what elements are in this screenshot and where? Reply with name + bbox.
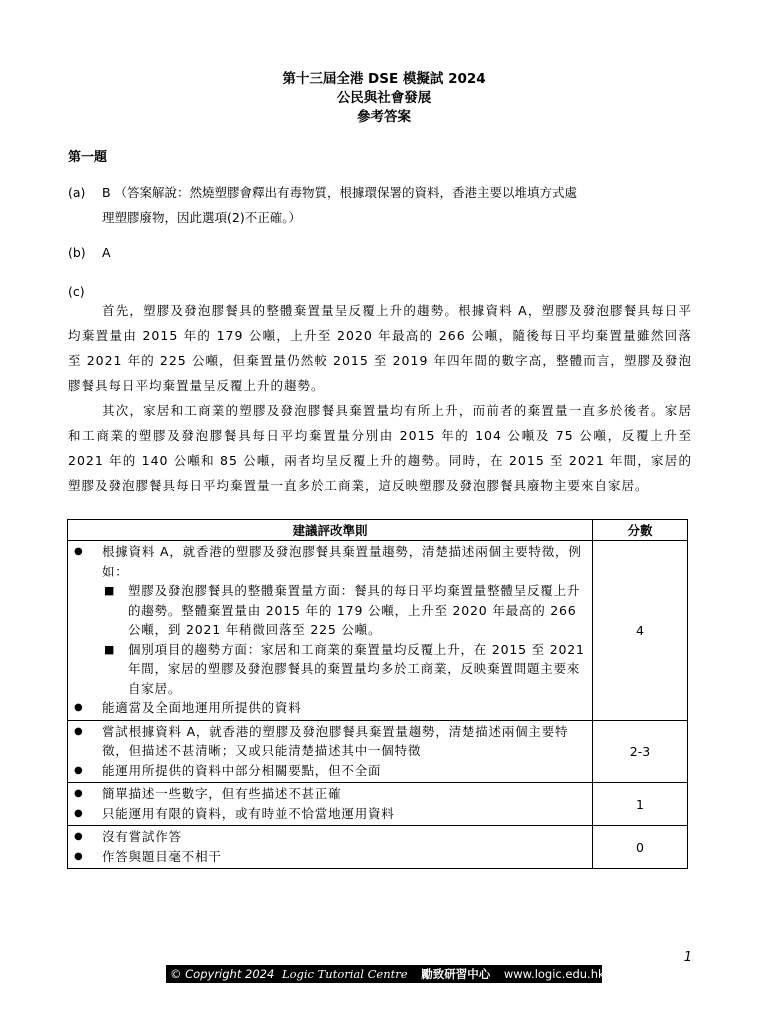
marking-rubric-table <box>67 519 688 869</box>
criterion-text: 作答與題目毫不相干 <box>102 848 222 864</box>
rubric-header-criteria: 建議評改準則 <box>68 520 593 541</box>
answer-c-paragraph-2 <box>68 398 692 498</box>
criterion-text: 沒有嘗試作答 <box>102 829 182 844</box>
bullet-dot-icon: ● <box>74 807 84 819</box>
bullet-dot-icon: ● <box>74 831 84 842</box>
bullet-dot-icon: ● <box>74 725 84 737</box>
bullet-dot-icon: ● <box>74 788 84 799</box>
answer-a-text: B （答案解說：然燒塑膠會釋出有毒物質，根據環保署的資料，香港主要以堆填方式處 <box>102 185 578 200</box>
rubric-header-row <box>68 520 688 541</box>
rubric-header-score: 分數 <box>593 520 688 541</box>
answer-c-label: (c) <box>68 284 85 299</box>
subject-title: 公民與社會發展 <box>336 90 432 106</box>
answer-c-paragraph-1 <box>68 298 692 398</box>
answer-b-text: A <box>102 245 111 260</box>
website-url: www.logic.edu.hk <box>503 967 605 981</box>
bullet-dot-icon: ● <box>74 702 84 713</box>
score-cell: 1 <box>593 783 688 826</box>
brand-chinese-name: 勵致研習中心 <box>421 967 491 981</box>
score-cell: 0 <box>593 826 688 869</box>
criterion-text: 能運用所提供的資料中部分相關要點，但不全面 <box>102 762 382 778</box>
answer-a <box>68 180 692 230</box>
section-heading: 第一題 <box>68 150 108 165</box>
paragraph-1-text: 首先，塑膠及發泡膠餐具的整體棄置量呈反覆上升的趨勢。根據資料 A，塑膠及發泡膠餐具每日平均棄置量由 2015 年的 179 公噸，上升至 2020 年最高的 266 公噸，隨後每日平均棄置量雖然回落至 2021 年的 225 公噸，但棄置量仍然較 2015 至 2019 年四年間的數字高，整體而言，塑膠及發泡膠餐具每日平均棄置量呈反覆上升的趨勢。 <box>68 303 692 393</box>
criterion-sub-text: 塑膠及發泡膠餐具的整體棄置量方面：餐具的每日平均棄置量整體呈反覆上升的趨勢。整體棄置量由 2015 年的 179 公噸，上升至 2020 年最高的 266 公噸，到 2021 年稍微回落至 225 公噸。 <box>128 583 581 637</box>
bullet-dot-icon: ● <box>74 850 84 862</box>
bullet-dot-icon: ● <box>74 546 84 557</box>
answer-b-label: (b) <box>68 245 86 260</box>
criterion-sub-text: 個別項目的趨勢方面：家居和工商業的棄置量均反覆上升，在 2015 至 2021 年間，家居的塑膠及發泡膠餐具的棄置量均多於工商業，反映棄置問題主要來自家居。 <box>128 641 585 696</box>
answer-b <box>68 240 692 265</box>
rubric-row-level-1 <box>68 783 688 826</box>
brand-name: Logic Tutorial Centre <box>281 967 408 981</box>
bullet-dot-icon: ● <box>74 764 84 776</box>
copyright-text: © Copyright 2024 <box>170 967 275 981</box>
copyright-footer <box>166 965 605 983</box>
criterion-text: 根據資料 A，就香港的塑膠及發泡膠餐具棄置量趨勢，清楚描述兩個主要特徵，例如： <box>102 544 582 579</box>
score-cell: 2-3 <box>593 720 688 783</box>
rubric-row-level-4 <box>68 541 688 721</box>
criterion-text: 只能運用有限的資料，或有時並不恰當地運用資料 <box>102 805 395 821</box>
criterion-text: 嘗試根據資料 A，就香港的塑膠及發泡膠餐具棄置量趨勢，清楚描述兩個主要特徵，但描述不甚清晰；又或只能清楚描述其中一個特徵 <box>102 723 569 758</box>
rubric-row-level-0 <box>68 826 688 869</box>
square-bullet-icon: ■ <box>104 642 116 656</box>
answer-a-label: (a) <box>68 185 86 200</box>
criterion-text: 能適當及全面地運用所提供的資料 <box>102 700 302 715</box>
paragraph-2-text: 其次，家居和工商業的塑膠及發泡膠餐具棄置量均有所上升，而前者的棄置量一直多於後者。家居和工商業的塑膠及發泡膠餐具每日平均棄置量分別由 2015 年的 104 公噸及 75 公噸，反覆上升至 2021 年的 140 公噸和 85 公噸，兩者均呈反覆上升的趨勢。同時，在 2015 至 2021 年間，家居的塑膠及發泡膠餐具每日平均棄置量一直多於工商業，這反映塑膠及發泡膠餐具廢物主要來自家居。 <box>68 403 692 493</box>
exam-title: 第十三屆全港 DSE 模擬試 2024 <box>282 71 486 87</box>
criterion-text: 簡單描述一些數字，但有些描述不甚正確 <box>102 786 342 801</box>
page-number: 1 <box>683 950 692 965</box>
square-bullet-icon: ■ <box>104 584 116 597</box>
answer-a-text-cont: 理塑膠廢物，因此選項(2)不正確。） <box>102 210 301 225</box>
rubric-row-level-2-3 <box>68 720 688 783</box>
answer-key-title: 參考答案 <box>357 109 411 125</box>
score-cell: 4 <box>593 541 688 721</box>
